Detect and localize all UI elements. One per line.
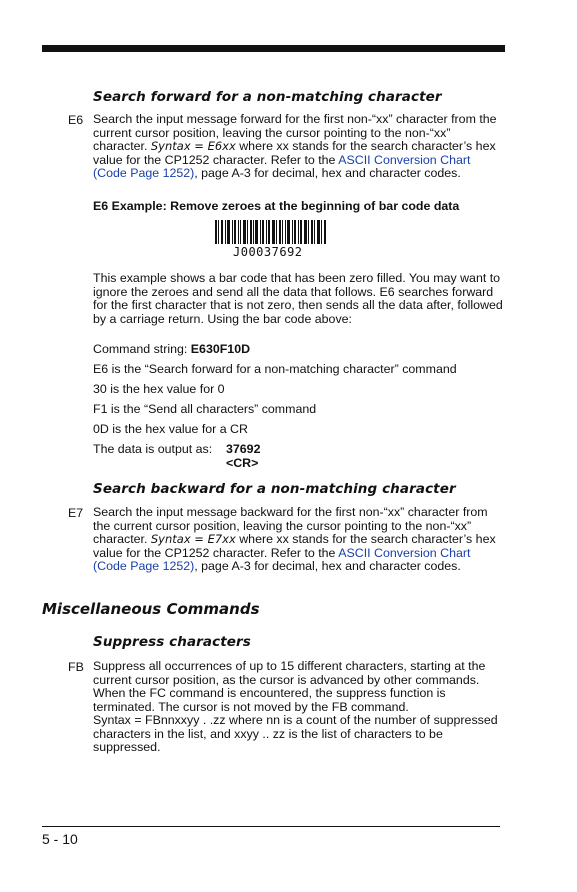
command-code-e6: E6 xyxy=(68,113,84,127)
fb-syntax-text: Syntax = FBnnxxyy . .zz where nn is a count of the number of suppressed characters in the list, and xxyy .. zz is the list of characters to be suppressed. xyxy=(93,713,498,754)
e7-desc-text: Search the input message backward for the first non-“xx” character from the current cursor position, leaving the cursor pointing to the non-“xx” character. xyxy=(93,505,488,546)
command-string-line xyxy=(93,342,250,356)
e6-desc-text-3: , page A-3 for decimal, hex and character codes. xyxy=(194,166,461,180)
barcode-text: J00037692 xyxy=(233,245,303,259)
explain-line-1: E6 is the “Search forward for a non-matching character” command xyxy=(93,362,457,376)
e6-desc-text-2: where xx stands for the search character’s hex value for the CP1252 character. Refer to the xyxy=(93,139,496,167)
heading-search-forward: Search forward for a non-matching character xyxy=(93,89,442,105)
e6-description xyxy=(93,113,505,181)
e7-desc-text-2: where xx stands for the search character’s hex value for the CP1252 character. Refer to the xyxy=(93,532,496,560)
e7-desc-text-3: , page A-3 for decimal, hex and character codes. xyxy=(194,559,461,573)
explain-line-3: F1 is the “Send all characters” command xyxy=(93,402,317,416)
e7-description xyxy=(93,506,505,574)
e6-example-title: E6 Example: Remove zeroes at the beginning of bar code data xyxy=(93,199,460,213)
heading-suppress-characters: Suppress characters xyxy=(93,634,251,650)
command-string-label: Command string: xyxy=(93,342,188,356)
e6-example-paragraph: This example shows a bar code that has been zero filled. You may want to ignore the zeroes and send all the data that follows. E6 searches forward for the first character that is not zero, then sends all the data after, followed by a carriage return. Using the bar code above: xyxy=(93,271,503,326)
output-value: 37692 xyxy=(226,442,261,456)
header-rule xyxy=(42,45,505,52)
output-cr: <CR> xyxy=(226,456,259,470)
fb-desc-text: Suppress all occurrences of up to 15 different characters, starting at the current cursor position, as the cursor is advanced by other commands. When the FC command is encountered, the suppress function is terminated. The cursor is not moved by the FB command. xyxy=(93,659,486,714)
explain-line-4: 0D is the hex value for a CR xyxy=(93,422,248,436)
command-code-e7: E7 xyxy=(68,506,84,520)
command-code-fb: FB xyxy=(68,660,84,674)
e6-syntax: Syntax = E6xx xyxy=(150,139,236,153)
explain-line-2: 30 is the hex value for 0 xyxy=(93,382,225,396)
heading-search-backward: Search backward for a non-matching character xyxy=(93,481,456,497)
heading-misc-commands: Miscellaneous Commands xyxy=(42,600,260,618)
ascii-chart-link-2[interactable]: ASCII Conversion Chart (Code Page 1252) xyxy=(93,545,471,573)
e7-syntax: Syntax = E7xx xyxy=(150,532,236,546)
fb-description xyxy=(93,660,505,755)
footer-rule xyxy=(42,826,500,827)
output-label: The data is output as: xyxy=(93,442,213,456)
ascii-chart-link[interactable]: ASCII Conversion Chart (Code Page 1252) xyxy=(93,152,471,180)
e6-desc-text: Search the input message forward for the first non-“xx” character from the current cursor position, leaving the cursor pointing to the non-“xx” character. xyxy=(93,112,497,153)
command-string-value: E630F10D xyxy=(190,342,251,356)
page-number: 5 - 10 xyxy=(42,831,78,847)
